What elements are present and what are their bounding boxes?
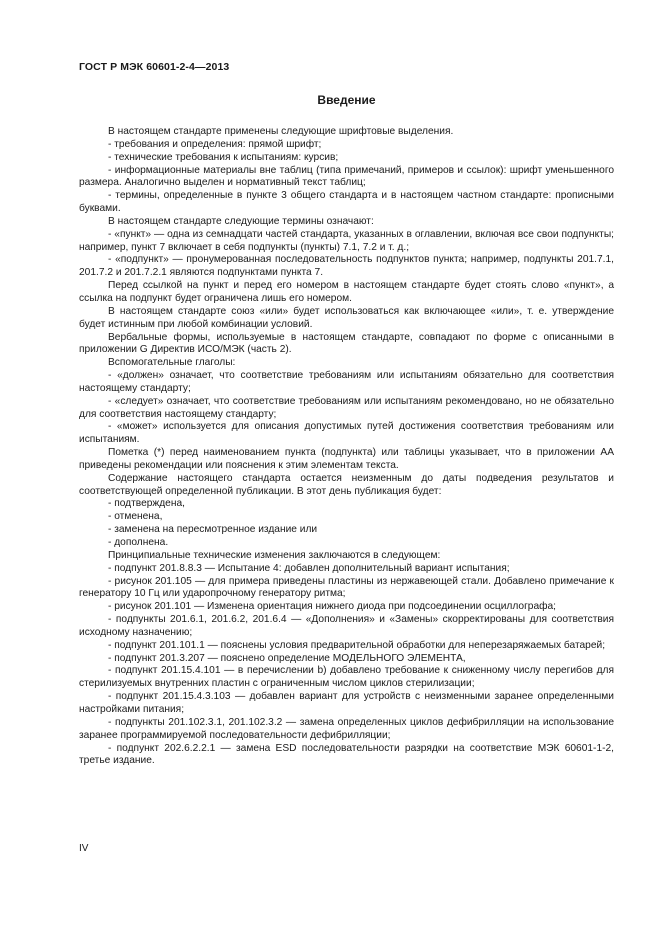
list-item: - подпункт 201.15.4.101 — в перечислении b) добавлено требование к сниженному числу перегибов для стерилизуемых внутренних пластин с ограниченным числом циклов стерилизации; <box>79 665 614 690</box>
list-item: - рисунок 201.101 — Изменена ориентация нижнего диода при подсоединении осциллографа; <box>108 601 556 613</box>
section-title: Введение <box>317 93 376 107</box>
list-item: - требования и определения: прямой шрифт; <box>108 138 322 150</box>
list-item: - подтверждена, <box>108 498 185 510</box>
list-item: - рисунок 201.105 — для примера приведены пластины из нержавеющей стали. Добавлено примечание к генератору 10 Гц или ударопрочному генератору ритма; <box>79 575 614 600</box>
page-number: IV <box>79 843 89 854</box>
list-item: - «может» используется для описания допустимых путей достижения соответствия требованиям или испытаниям. <box>79 421 614 446</box>
list-item: - подпункт 201.15.4.3.103 — добавлен вариант для устройств с неизменными заранее определенными настройками питания; <box>79 691 614 715</box>
list-item: - подпункты 201.102.3.1, 201.102.3.2 — замена определенных циклов дефибрилляции на использование заранее программируемой последовательности дефибрилляции; <box>79 716 614 741</box>
paragraph: В настоящем стандарте применены следующие шрифтовые выделения. <box>108 126 454 137</box>
list-item: - термины, определенные в пункте 3 общего стандарта и в настоящем частном стандарте: прописными буквами. <box>79 190 614 215</box>
body-text <box>79 126 614 768</box>
list-item: - «подпункт» — пронумерованная последовательность подпунктов пункта; например, подпункты 201.7.1, 201.7.2 и 201.7.2.1 являются подпунктами пункта 7. <box>79 254 614 279</box>
paragraph: Принципиальные технические изменения заключаются в следующем: <box>108 549 441 561</box>
list-item: - «пункт» — одна из семнадцати частей стандарта, указанных в оглавлении, включая все свои подпункты; например, пункт 7 включает в себя подпункты (пункты) 7.1, 7.2 и т. д.; <box>79 228 614 253</box>
paragraph: Вспомогательные глаголы: <box>108 357 236 369</box>
list-item: - «следует» означает, что соответствие требованиям или испытаниям рекомендовано, но не обязательно для соответствия настоящему стандарту; <box>79 395 614 420</box>
list-item: - подпункты 201.6.1, 201.6.2, 201.6.4 — «Дополнения» и «Замены» скорректированы для соответствия исходному назначению; <box>79 614 614 638</box>
paragraph: В настоящем стандарте следующие термины означают: <box>108 215 374 227</box>
list-item: - отменена, <box>108 511 163 523</box>
paragraph: Пометка (*) перед наименованием пункта (подпункта) или таблицы указывает, что в приложении АА приведены рекомендации или пояснения к этим элементам текста. <box>79 447 614 471</box>
list-item: - дополнена. <box>108 537 169 548</box>
paragraph: Вербальные формы, используемые в настоящем стандарте, совпадают по форме с описанными в приложении G Директив ИСО/МЭК (часть 2). <box>79 331 614 356</box>
document-header: ГОСТ Р МЭК 60601-2-4—2013 <box>79 61 230 73</box>
paragraph: Содержание настоящего стандарта остается неизменным до даты подведения результатов и соответствующей определенной публикации. В этот день публикация будет: <box>79 472 614 497</box>
list-item: - подпункт 201.8.8.3 — Испытание 4: добавлен дополнительный вариант испытания; <box>108 562 510 574</box>
list-item: - заменена на пересмотренное издание или <box>108 524 318 536</box>
paragraph: В настоящем стандарте союз «или» будет использоваться как включающее «или», т. е. утверждение будет истинным при любой комбинации условий. <box>79 305 614 330</box>
list-item: - подпункт 201.3.207 — пояснено определение МОДЕЛЬНОГО ЭЛЕМЕНТА, <box>108 652 466 664</box>
list-item: - технические требования к испытаниям: курсив; <box>108 151 339 163</box>
paragraph: Перед ссылкой на пункт и перед его номером в настоящем стандарте будет стоять слово «пункт», а ссылка на подпункт будет ограничена лишь его номером. <box>79 280 614 304</box>
list-item: - подпункт 202.6.2.2.1 — замена ESD последовательности разрядки на соответствие МЭК 60601-1-2, третье издание. <box>79 742 614 767</box>
list-item: - подпункт 201.101.1 — пояснены условия предварительной обработки для неперезаряжаемых батарей; <box>108 639 606 651</box>
list-item: - «должен» означает, что соответствие требованиям или испытаниям обязательно для соответствия настоящему стандарту; <box>79 370 614 394</box>
list-item: - информационные материалы вне таблиц (типа примечаний, примеров и ссылок): шрифт уменьшенного размера. Аналогично выделен и нормативный текст таблиц; <box>79 164 614 189</box>
